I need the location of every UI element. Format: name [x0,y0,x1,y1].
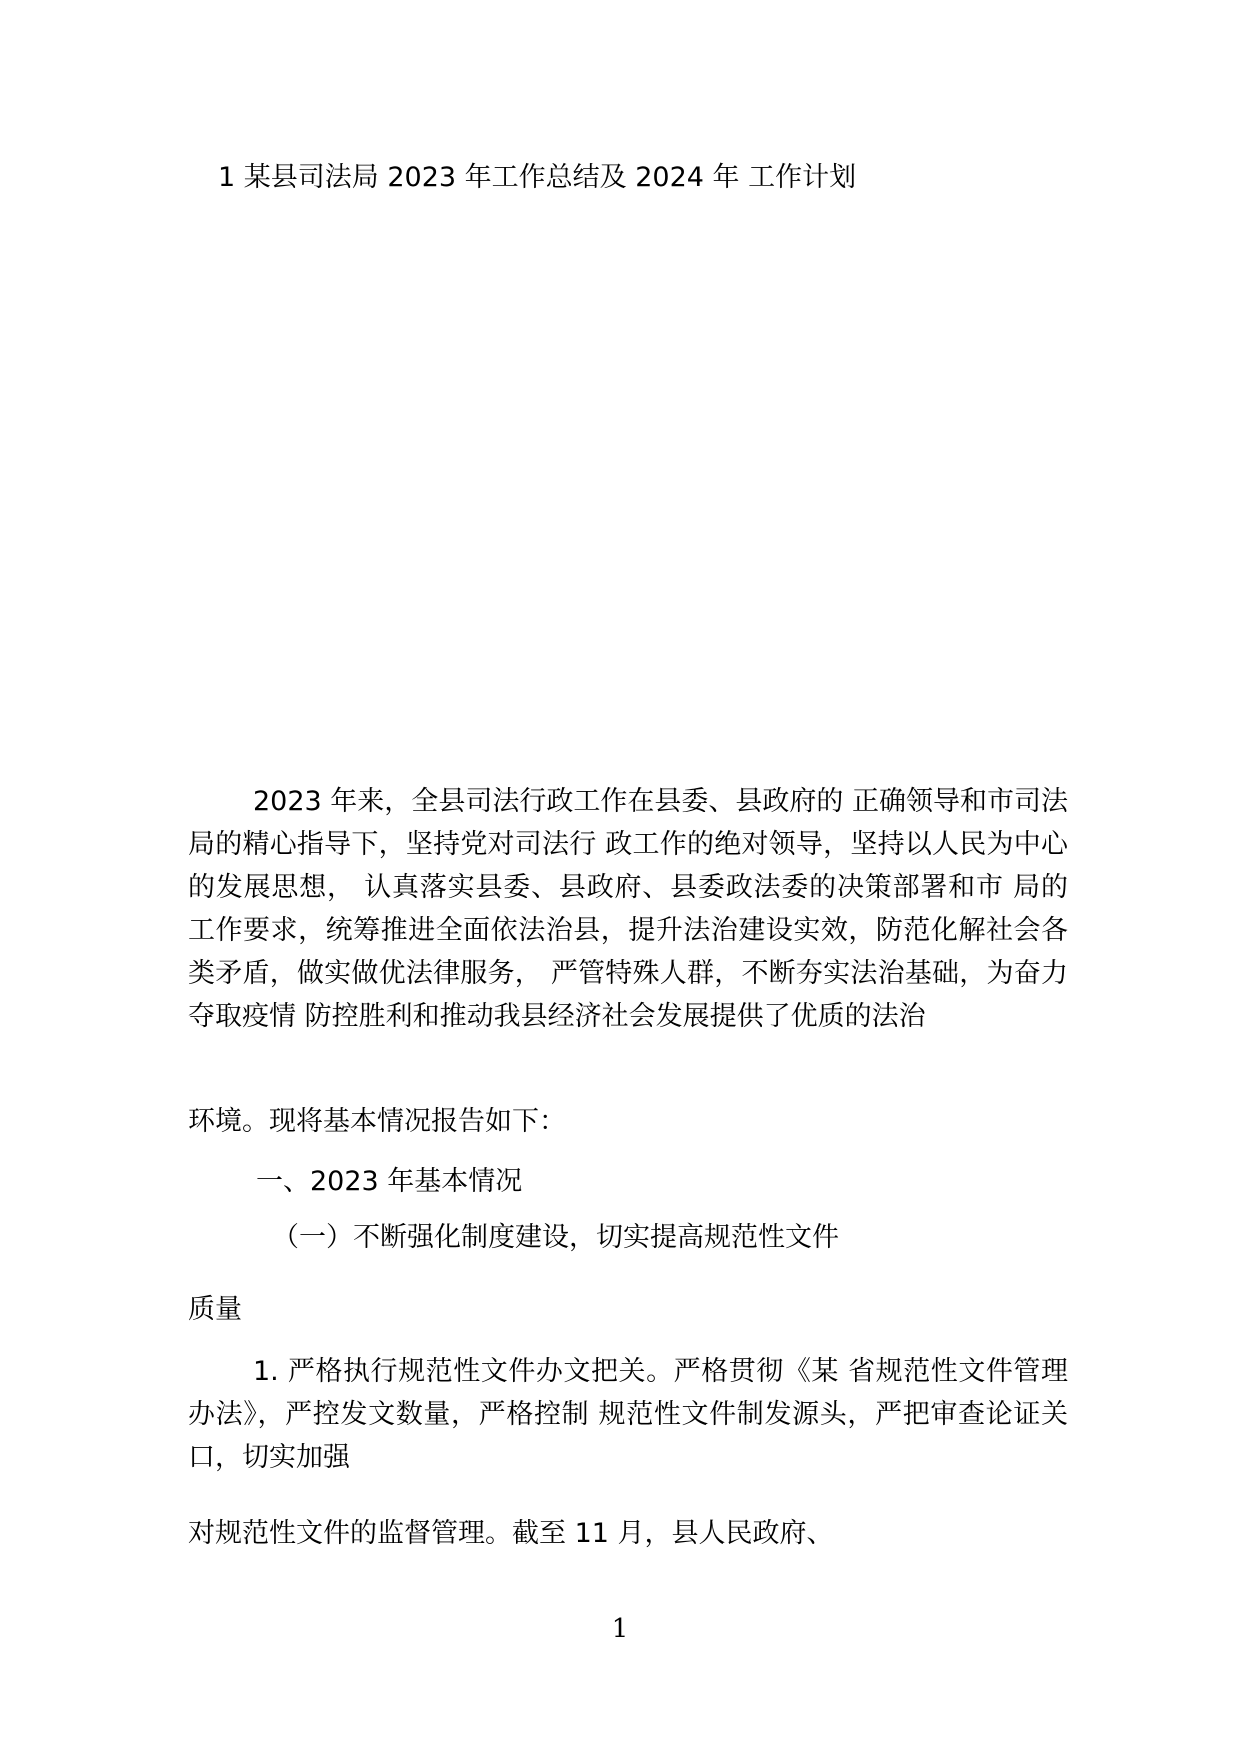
item-1-paragraph: 1. 严格执行规范性文件办文把关。严格贯彻《某 省规范性文件管理办法》，严控发文数量，严格控制 规范性文件制发源头，严把审查论证关口，切实加强 [188,1356,1068,1473]
intro-paragraph: 2023 年来，全县司法行政工作在县委、县政府的 正确领导和市司法局的精心指导下，坚持党对司法行 政工作的绝对领导，坚持以人民为中心的发展思想， 认真落实县委、县政府、县委政法委的决策部署和市 局的工作要求，统筹推进全面依法治县，提升法治建设实效，防范化解社会各类矛盾，做实做优法律服务， 严管特殊人群，不断夯实法治基础，为奋力夺取疫情 防控胜利和推动我县经济社会发展提供了优质的法治 [188,786,1068,1032]
section-heading: 一、2023 年基本情况 [256,1166,523,1197]
document-title: 1 某县司法局 2023 年工作总结及 2024 年 工作计划 [218,162,857,193]
subsection-heading: （一）不断强化制度建设，切实提高规范性文件 [272,1222,839,1253]
subsection-heading-continuation: 质量 [188,1294,242,1325]
page-number: 1 [611,1614,629,1644]
item-1-paragraph-continuation: 对规范性文件的监督管理。截至 11 月，县人民政府、 [188,1518,834,1549]
intro-paragraph-continuation: 环境。现将基本情况报告如下： [188,1106,566,1137]
